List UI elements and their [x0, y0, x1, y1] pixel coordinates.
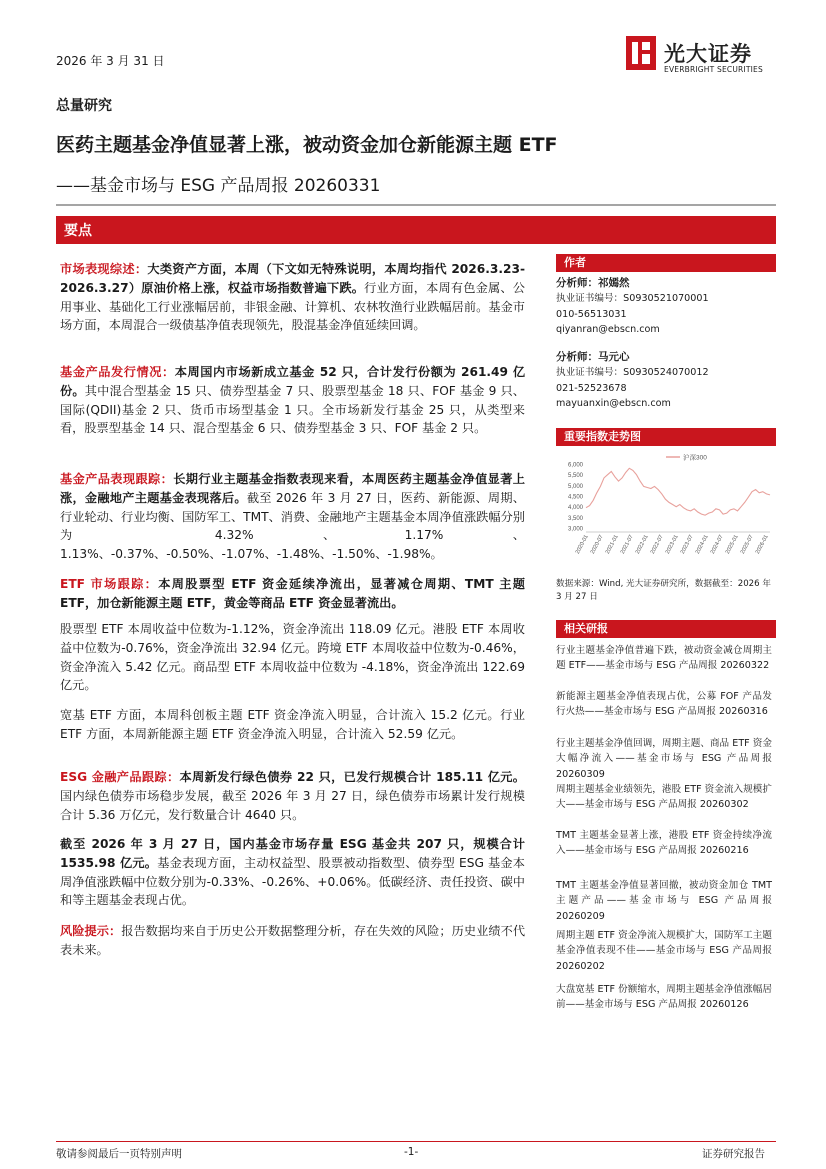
y-tick-label: 4,500 — [567, 494, 583, 501]
para-bold: 大类资产方面，本周（下文如无特殊说明，本周均指代 2026.3.23-2026.3.27）原油价格上涨，权益市场指数普遍下跌。 — [60, 262, 526, 295]
related-reports-header: 相关研报 — [556, 620, 776, 638]
title-divider — [56, 204, 776, 206]
related-report-link[interactable]: 周期主题 ETF 资金净流入规模扩大，国防军工主题基金净值表现不佳——基金市场与 ESG 产品周报 20260202 — [556, 930, 772, 972]
para-text: 股票型 ETF 本周收益中位数为-1.12%，资金净流出 118.09 亿元。港股 ETF 本周收益中位数为-0.76%，资金净流出 32.94 亿元。跨境 ETF 本周收益中位数为-0.46%，资金净流入 5.42 亿元。商品型 ETF 本周收益中位数为 -4.18%，资金净流出 122.69 亿元。 — [60, 622, 525, 693]
x-tick-label: 2021-01 — [604, 534, 620, 556]
para-bold: 本周国内市场新成立基金 52 只，合计发行份额为 261.49 亿份。 — [60, 365, 526, 398]
index-line-chart — [556, 452, 776, 576]
y-tick-label: 3,500 — [567, 515, 583, 522]
y-tick-label: 4,000 — [567, 505, 583, 512]
x-tick-label: 2020-01 — [574, 534, 590, 556]
x-tick-label: 2024-07 — [709, 534, 725, 556]
index-chart-header: 重要指数走势图 — [556, 428, 776, 446]
x-tick-label: 2022-07 — [649, 534, 665, 556]
author-name: 分析师：马元心 — [556, 351, 630, 363]
author-block — [556, 276, 709, 338]
para-lead: 市场表现综述： — [60, 262, 148, 276]
paragraph-etf-tracking — [60, 575, 525, 613]
footer-report-type: 证券研究报告 — [702, 1148, 765, 1160]
footer-disclaimer: 敬请参阅最后一页特别声明 — [56, 1148, 182, 1160]
x-tick-label: 2025-01 — [724, 534, 740, 556]
y-tick-label: 5,000 — [567, 483, 583, 490]
author-cert: 执业证书编号：S0930524070012 — [556, 367, 709, 379]
key-points-label: 要点 — [64, 223, 92, 239]
x-tick-label: 2024-01 — [694, 534, 710, 556]
para-lead: ETF 市场跟踪： — [60, 577, 159, 591]
x-tick-label: 2023-07 — [679, 534, 695, 556]
para-text: 其中混合型基金 15 只、债券型基金 7 只、股票型基金 18 只、FOF 基金 9 只、国际(QDII)基金 2 只、货币市场型基金 1 只。全市场新发行基金 25 只，从类型来看，股票型基金 14 只、混合型基金 6 只、债券型基金 3 只、FOF 基金 2 只。 — [60, 383, 525, 436]
para-text: 截至 2026 年 3 月 27 日，医药、新能源、周期、行业轮动、行业均衡、国防军工、TMT、消费、金融地产主题基金本周净值涨跌幅分别为 4.32%、1.17%、1.13%、-0.37%、-0.50%、-1.07%、-1.48%、-1.50%、-1.98%。 — [60, 490, 525, 562]
everbright-logo-icon — [626, 36, 656, 70]
authors-header: 作者 — [556, 254, 776, 272]
x-tick-label: 2021-07 — [619, 534, 635, 556]
x-tick-label: 2026-01 — [754, 534, 770, 556]
series-line-hs300 — [586, 468, 770, 515]
paragraph-risk — [60, 922, 525, 960]
related-report-link[interactable]: 周期主题基金业绩领先，港股 ETF 资金流入规模扩大——基金市场与 ESG 产品周报 20260302 — [556, 784, 772, 811]
paragraph-fund-performance — [60, 470, 525, 564]
report-category: 总量研究 — [56, 98, 112, 114]
para-bold: 长期行业主题基金指数表现来看，本周医药主题基金净值显著上涨，金融地产主题基金表现落后。 — [60, 472, 525, 505]
paragraph-esg-tracking — [60, 768, 525, 824]
page-subtitle: ——基金市场与 ESG 产品周报 20260331 — [56, 176, 381, 196]
y-tick-label: 3,000 — [567, 526, 583, 533]
related-report-link[interactable]: 行业主题基金净值回调，周期主题、商品 ETF 资金大幅净流入——基金市场与 ESG 产品周报 20260309 — [556, 738, 772, 780]
para-lead: 风险提示： — [60, 924, 122, 938]
author-phone: 021-52523678 — [556, 382, 627, 394]
para-text: 基金表现方面，主动权益型、股票被动指数型、债券型 ESG 基金本周净值涨跌幅中位数分别为-0.33%、-0.26%、+0.06%。低碳经济、责任投资、碳中和等主题基金表现占优。 — [60, 855, 525, 908]
para-text: 报告数据均来自于历史公开数据整理分析，存在失效的风险；历史业绩不代表未来。 — [60, 924, 526, 957]
logo-english-name: EVERBRIGHT SECURITIES — [664, 65, 763, 74]
para-text: 行业方面，本周有色金属、公用事业、基础化工行业涨幅居前，非银金融、计算机、农林牧渔行业跌幅居前。基金市场方面，本周混合一级债基净值表现领先，股混基金净值延续回调。 — [60, 280, 525, 333]
paragraph-market-overview — [60, 260, 525, 335]
related-report-link[interactable]: TMT 主题基金显著上涨，港股 ETF 资金持续净流入——基金市场与 ESG 产品周报 20260216 — [556, 830, 772, 857]
x-tick-label: 2025-07 — [739, 534, 755, 556]
footer-divider — [56, 1141, 776, 1142]
author-cert: 执业证书编号：S0930521070001 — [556, 293, 709, 305]
author-block — [556, 350, 709, 412]
page-title: 医药主题基金净值显著上涨，被动资金加仓新能源主题 ETF — [56, 134, 558, 156]
paragraph-etf-returns — [60, 620, 525, 695]
related-report-link[interactable]: 行业主题基金净值普遍下跌，被动资金减仓周期主题 ETF——基金市场与 ESG 产品周报 20260322 — [556, 645, 772, 672]
para-lead: ESG 金融产品跟踪： — [60, 770, 180, 784]
logo-chinese-name: 光大证券 — [664, 42, 752, 66]
para-text: 宽基 ETF 方面，本周科创板主题 ETF 资金净流入明显，合计流入 15.2 亿元。行业 ETF 方面，本周新能源主题 ETF 资金净流入明显，合计流入 52.59 亿元。 — [60, 708, 525, 741]
para-text: 国内绿色债券市场稳步发展，截至 2026 年 3 月 27 日，绿色债券市场累计发行规模合计 5.36 万亿元，发行数量合计 4640 只。 — [60, 788, 525, 822]
x-tick-label: 2022-01 — [634, 534, 650, 556]
para-bold: 本周新发行绿色债券 22 只，已发行规模合计 185.11 亿元。 — [179, 770, 525, 784]
paragraph-etf-broad — [60, 706, 525, 744]
y-tick-label: 6,000 — [567, 462, 583, 469]
para-lead: 基金产品发行情况： — [60, 365, 175, 379]
paragraph-fund-issuance — [60, 363, 525, 438]
author-phone: 010-56513031 — [556, 308, 627, 320]
x-tick-label: 2020-07 — [589, 534, 605, 556]
chart-source: 数据来源：Wind, 光大证券研究所，数据截至：2026 年 3 月 27 日 — [556, 579, 771, 602]
report-date: 2026 年 3 月 31 日 — [56, 54, 165, 68]
author-name: 分析师：祁嫣然 — [556, 277, 630, 289]
y-tick-label: 5,500 — [567, 473, 583, 480]
para-bold: 本周股票型 ETF 资金延续净流出，显著减仓周期、TMT 主题 ETF，加仓新能源主题 ETF，黄金等商品 ETF 资金显著流出。 — [60, 577, 525, 610]
para-lead: 基金产品表现跟踪： — [60, 472, 174, 486]
related-report-link[interactable]: 大盘宽基 ETF 份额缩水，周期主题基金净值涨幅居前——基金市场与 ESG 产品周报 20260126 — [556, 984, 772, 1011]
page-number: -1- — [404, 1146, 419, 1158]
key-points-bar — [56, 216, 776, 244]
paragraph-esg-funds — [60, 835, 525, 910]
related-report-link[interactable]: TMT 主题基金净值显著回撤，被动资金加仓 TMT 主题产品——基金市场与 ESG 产品周报 20260209 — [556, 880, 772, 922]
para-bold: 截至 2026 年 3 月 27 日，国内基金市场存量 ESG 基金共 207 只，规模合计 1535.98 亿元。 — [60, 837, 525, 870]
author-email[interactable]: qiyanran@ebscn.com — [556, 324, 660, 336]
x-tick-label: 2023-01 — [664, 534, 680, 556]
author-email[interactable]: mayuanxin@ebscn.com — [556, 398, 671, 410]
related-report-link[interactable]: 新能源主题基金净值表现占优，公募 FOF 产品发行火热——基金市场与 ESG 产品周报 20260316 — [556, 691, 772, 718]
legend-label: 沪深300 — [683, 454, 707, 462]
